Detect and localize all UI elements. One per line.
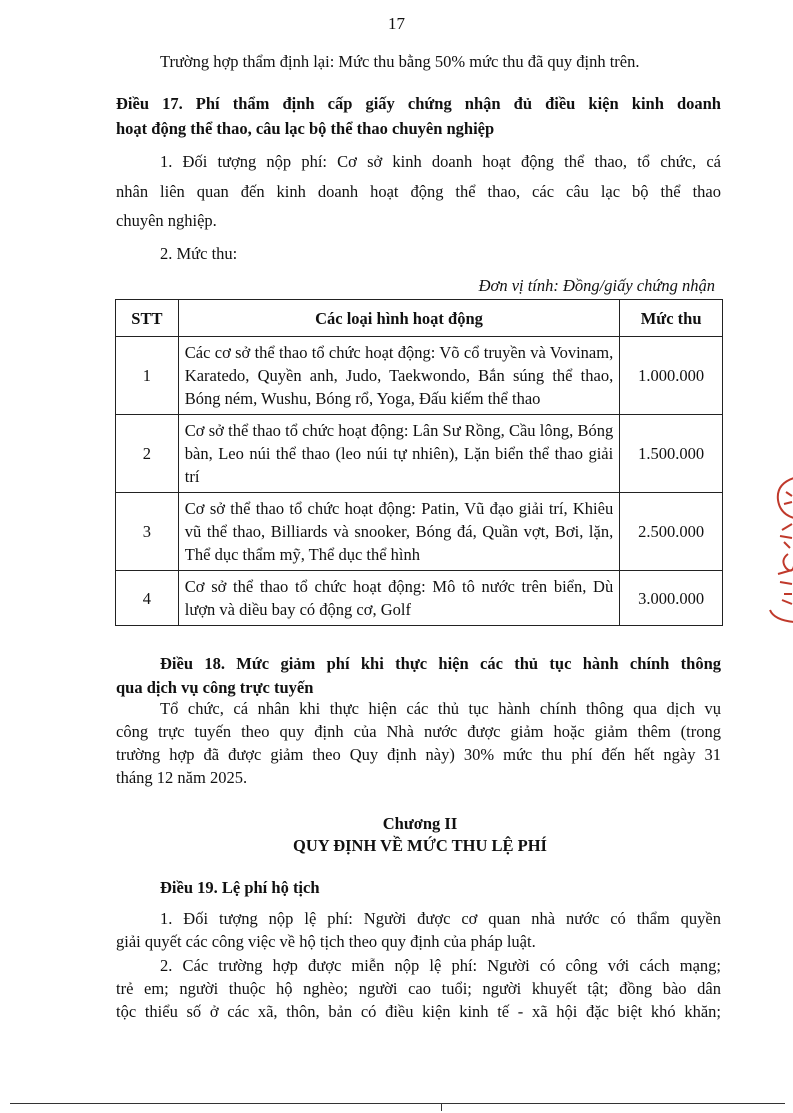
article-19-title: Điều 19. Lệ phí hộ tịch	[160, 878, 320, 897]
row-description: Cơ sở thể thao tổ chức hoạt động: Patin, Vũ đạo giải trí, Khiêu vũ thể thao, Billiards và snooker, Bóng đá, Quần vợt, Bơi, lặn, Thể dục thẩm mỹ, Thể dục thể hình	[178, 493, 619, 571]
table-row	[116, 415, 723, 493]
row-description: Cơ sở thể thao tổ chức hoạt động: Lân Sư Rồng, Cầu lông, Bóng bàn, Leo núi thể thao (leo núi tự nhiên), Lặn biển thể thao giải trí	[178, 415, 619, 493]
unit-note: Đơn vị tính: Đồng/giấy chứng nhận	[478, 276, 715, 295]
row-stt: 4	[116, 571, 179, 626]
article-18-body-line-2: công trực tuyến theo quy định của Nhà nước được giảm hoặc giảm thêm (trong	[116, 722, 721, 741]
article-17-item-1-line-2: nhân liên quan đến kinh doanh hoạt động thể thao, các câu lạc bộ thể thao	[116, 182, 721, 201]
article-17-item-1-line-1: 1. Đối tượng nộp phí: Cơ sở kinh doanh hoạt động thể thao, tổ chức, cá	[160, 152, 721, 171]
red-seal-fragment	[764, 470, 793, 630]
article-18-body-line-1: Tổ chức, cá nhân khi thực hiện các thủ tục hành chính thông qua dịch vụ	[160, 699, 721, 718]
fee-table	[115, 299, 723, 626]
chapter-label: Chương II	[382, 814, 458, 833]
row-fee: 3.000.000	[620, 571, 723, 626]
row-stt: 3	[116, 493, 179, 571]
footer-tick	[441, 1103, 442, 1111]
article-17-title-line-1: Điều 17. Phí thẩm định cấp giấy chứng nhận đủ điều kiện kinh doanh	[116, 94, 721, 113]
table-header-row	[116, 300, 723, 337]
article-19-item-2-line-2: trẻ em; người thuộc hộ nghèo; người cao tuổi; người khuyết tật; đồng bào dân	[116, 979, 721, 998]
article-18-title-line-1: Điều 18. Mức giảm phí khi thực hiện các thủ tục hành chính thông	[160, 654, 721, 673]
table-row	[116, 493, 723, 571]
table-row	[116, 337, 723, 415]
article-19-item-1-line-2: giải quyết các công việc về hộ tịch theo quy định của pháp luật.	[116, 932, 536, 951]
row-stt: 1	[116, 337, 179, 415]
row-fee: 2.500.000	[620, 493, 723, 571]
article-17-title-line-2: hoạt động thể thao, câu lạc bộ thể thao chuyên nghiệp	[116, 119, 495, 138]
page-number: 17	[388, 14, 405, 33]
article-19-item-2-line-3: tộc thiểu số ở các xã, thôn, bản có điều kiện kinh tế - xã hội đặc biệt khó khăn;	[116, 1002, 721, 1021]
column-header-stt: STT	[116, 300, 179, 337]
article-17-item-1-line-3: chuyên nghiệp.	[116, 211, 217, 230]
row-description: Cơ sở thể thao tổ chức hoạt động: Mô tô nước trên biển, Dù lượn và diều bay có động cơ, Golf	[178, 571, 619, 626]
article-19-item-2-line-1: 2. Các trường hợp được miễn nộp lệ phí: Người có công với cách mạng;	[160, 956, 721, 975]
article-17-item-2: 2. Mức thu:	[160, 244, 238, 263]
row-stt: 2	[116, 415, 179, 493]
column-header-fee: Mức thu	[620, 300, 723, 337]
table-row	[116, 571, 723, 626]
row-fee: 1.500.000	[620, 415, 723, 493]
chapter-title: QUY ĐỊNH VỀ MỨC THU LỆ PHÍ	[293, 836, 547, 855]
column-header-activity-type: Các loại hình hoạt động	[178, 300, 619, 337]
footer-rule	[10, 1103, 785, 1104]
article-19-item-1-line-1: 1. Đối tượng nộp lệ phí: Người được cơ quan nhà nước có thẩm quyền	[160, 909, 721, 928]
row-description: Các cơ sở thể thao tổ chức hoạt động: Võ cổ truyền và Vovinam, Karatedo, Quyền anh, Judo, Taekwondo, Bắn súng thể thao, Bóng ném, Wushu, Bóng rổ, Yoga, Đấu kiếm thể thao	[178, 337, 619, 415]
article-18-body-line-4: tháng 12 năm 2025.	[116, 768, 248, 787]
article-18-title-line-2: qua dịch vụ công trực tuyến	[116, 678, 314, 697]
row-fee: 1.000.000	[620, 337, 723, 415]
reappraisal-note: Trường hợp thẩm định lại: Mức thu bằng 50% mức thu đã quy định trên.	[160, 52, 640, 71]
article-18-body-line-3: trường hợp đã được giảm theo Quy định này) 30% mức thu phí đến hết ngày 31	[116, 745, 721, 764]
